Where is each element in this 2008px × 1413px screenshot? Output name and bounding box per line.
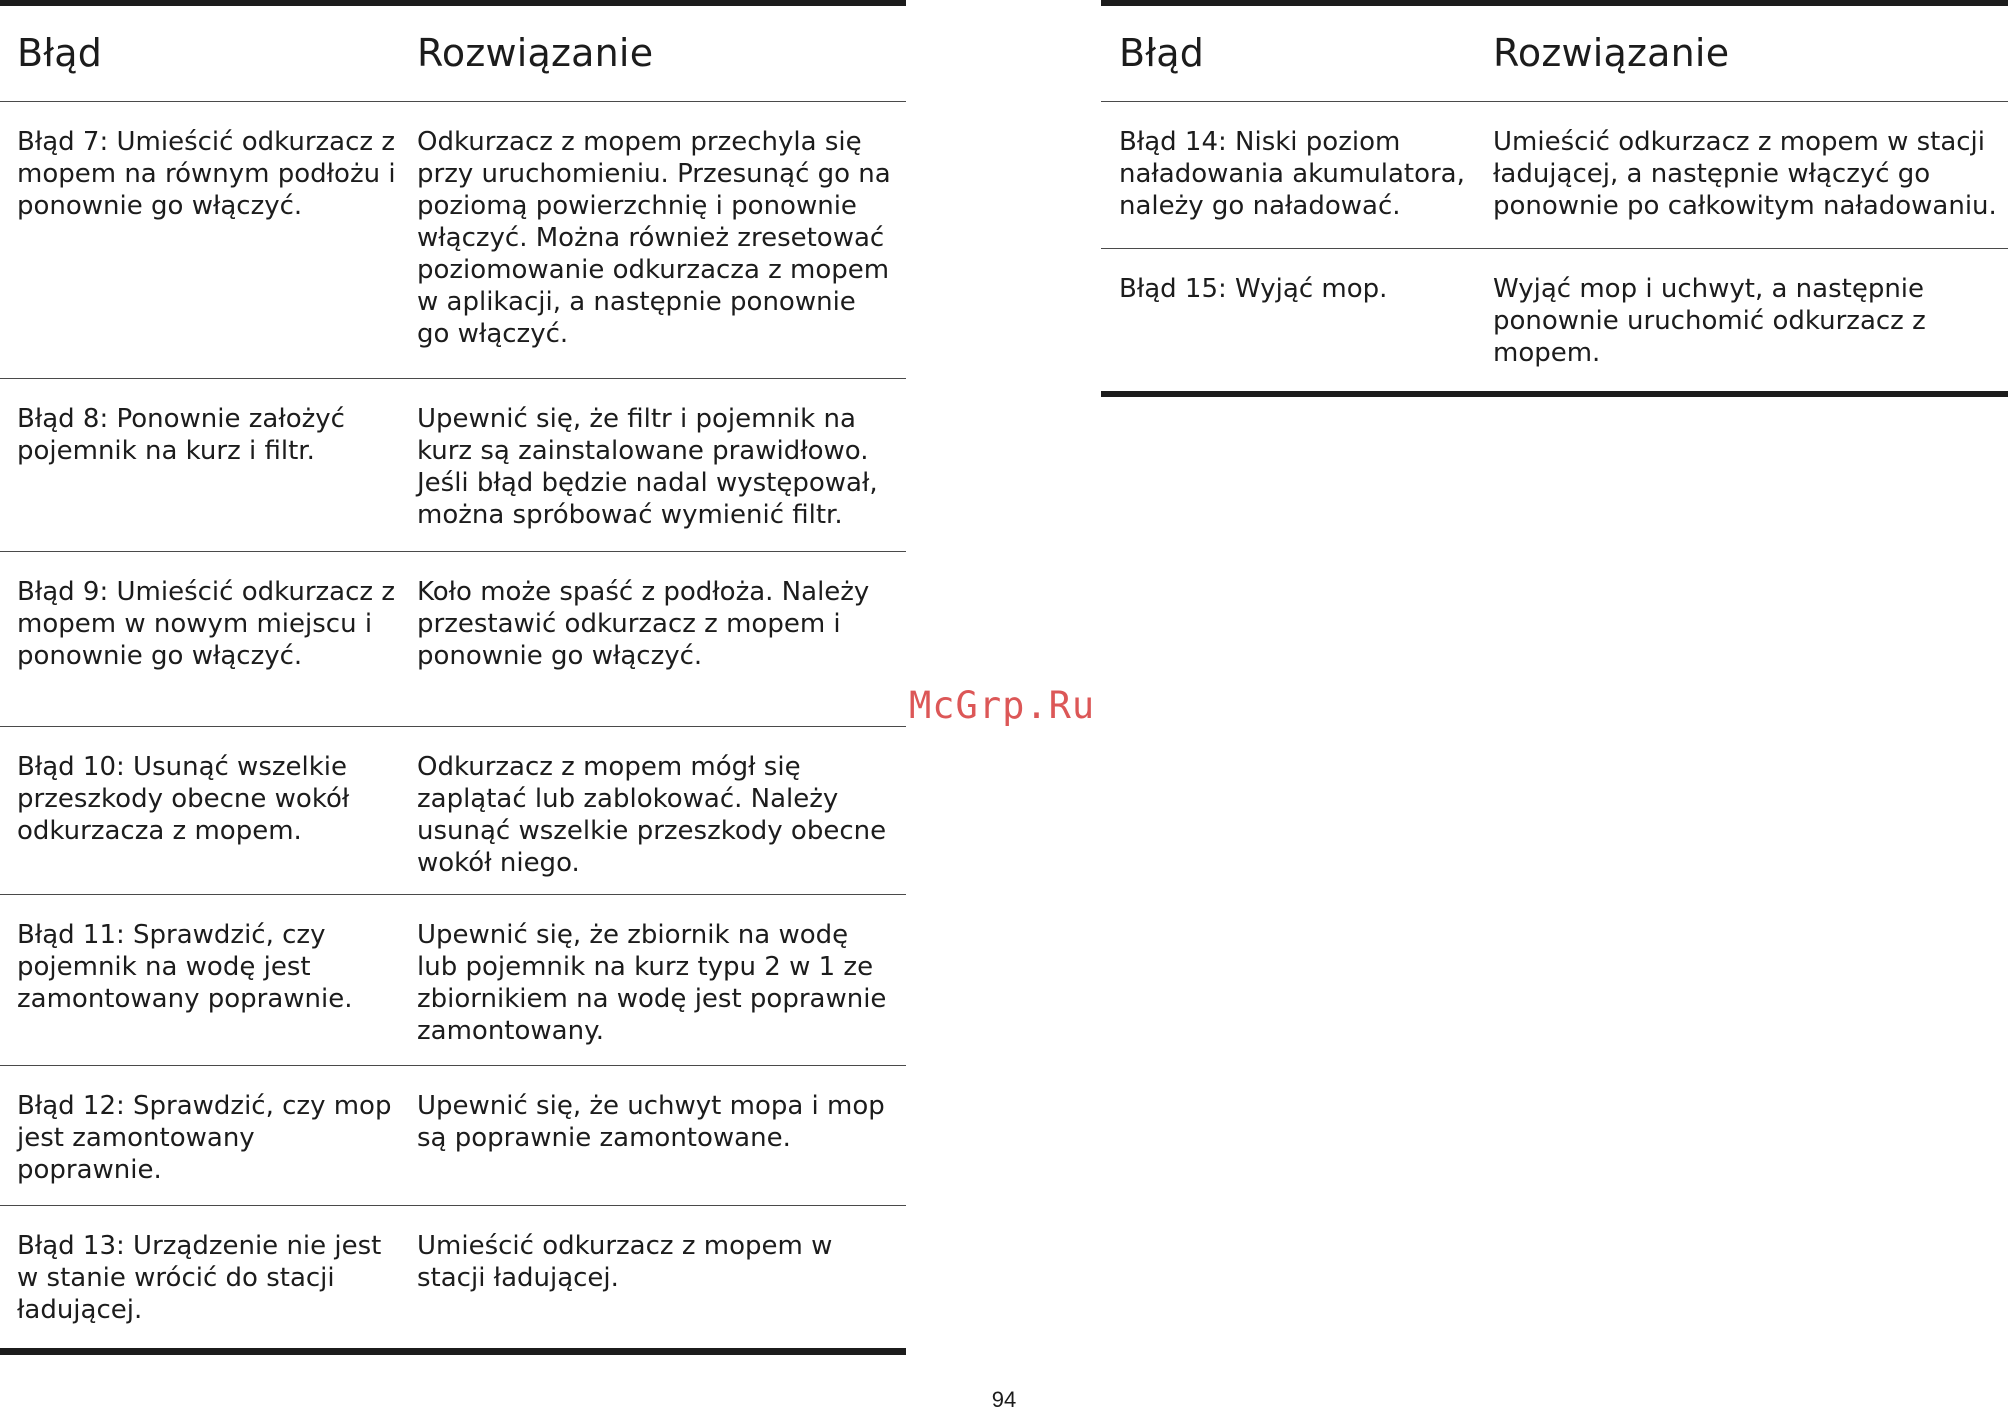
header-error: Błąd <box>17 31 103 75</box>
solution-cell: Upewnić się, że filtr i pojemnik na kurz są zainstalowane prawidłowo. Jeśli błąd będzie nadal występował, można spróbować wymienić filtr. <box>417 404 878 530</box>
header-error: Błąd <box>1119 31 1205 75</box>
table-row <box>0 379 906 552</box>
error-cell: Błąd 11: Sprawdzić, czy pojemnik na wodę jest zamontowany poprawnie. <box>17 920 353 1014</box>
error-cell: Błąd 13: Urządzenie nie jest w stanie wrócić do stacji ładującej. <box>17 1231 382 1325</box>
solution-cell: Wyjąć mop i uchwyt, a następnie ponownie uruchomić odkurzacz z mopem. <box>1493 274 1926 368</box>
table-row <box>0 552 906 727</box>
solution-cell: Odkurzacz z mopem przechyla się przy uruchomieniu. Przesunąć go na poziomą powierzchnię i ponownie włączyć. Można również zresetować poziomowanie odkurzacza z mopem w aplikacji, a następnie ponownie go włączyć. <box>417 127 891 349</box>
table-header <box>1101 6 2008 102</box>
table-row <box>1101 102 2008 249</box>
watermark-logo: McGrp.Ru <box>909 684 1096 727</box>
table-row <box>0 1066 906 1206</box>
solution-cell: Koło może spaść z podłoża. Należy przestawić odkurzacz z mopem i ponownie go włączyć. <box>417 577 870 671</box>
solution-cell: Umieścić odkurzacz z mopem w stacji ładującej, a następnie włączyć go ponownie po całkowitym naładowaniu. <box>1493 127 1997 221</box>
error-cell: Błąd 8: Ponownie założyć pojemnik na kurz i filtr. <box>17 404 345 466</box>
error-cell: Błąd 12: Sprawdzić, czy mop jest zamontowany poprawnie. <box>17 1091 392 1185</box>
troubleshooting-table-left <box>0 0 906 1355</box>
error-cell: Błąd 10: Usunąć wszelkie przeszkody obecne wokół odkurzacza z mopem. <box>17 752 350 846</box>
header-solution: Rozwiązanie <box>417 31 654 75</box>
error-cell: Błąd 15: Wyjąć mop. <box>1119 274 1388 304</box>
table-row <box>1101 249 2008 391</box>
table-row <box>0 895 906 1066</box>
solution-cell: Upewnić się, że uchwyt mopa i mop są poprawnie zamontowane. <box>417 1091 885 1153</box>
error-cell: Błąd 14: Niski poziom naładowania akumulatora, należy go naładować. <box>1119 127 1465 221</box>
solution-cell: Umieścić odkurzacz z mopem w stacji ładującej. <box>417 1231 833 1293</box>
header-solution: Rozwiązanie <box>1493 31 1730 75</box>
troubleshooting-table-right <box>1101 0 2008 397</box>
solution-cell: Upewnić się, że zbiornik na wodę lub pojemnik na kurz typu 2 w 1 ze zbiornikiem na wodę jest poprawnie zamontowany. <box>417 920 887 1046</box>
solution-cell: Odkurzacz z mopem mógł się zaplątać lub zablokować. Należy usunąć wszelkie przeszkody obecne wokół niego. <box>417 752 887 878</box>
table-header <box>0 6 906 102</box>
error-cell: Błąd 9: Umieścić odkurzacz z mopem w nowym miejscu i ponownie go włączyć. <box>17 577 395 671</box>
page-number: 94 <box>991 1387 1017 1412</box>
table-row <box>0 727 906 895</box>
table-row <box>0 1206 906 1348</box>
table-row <box>0 102 906 379</box>
error-cell: Błąd 7: Umieścić odkurzacz z mopem na równym podłożu i ponownie go włączyć. <box>17 127 396 221</box>
